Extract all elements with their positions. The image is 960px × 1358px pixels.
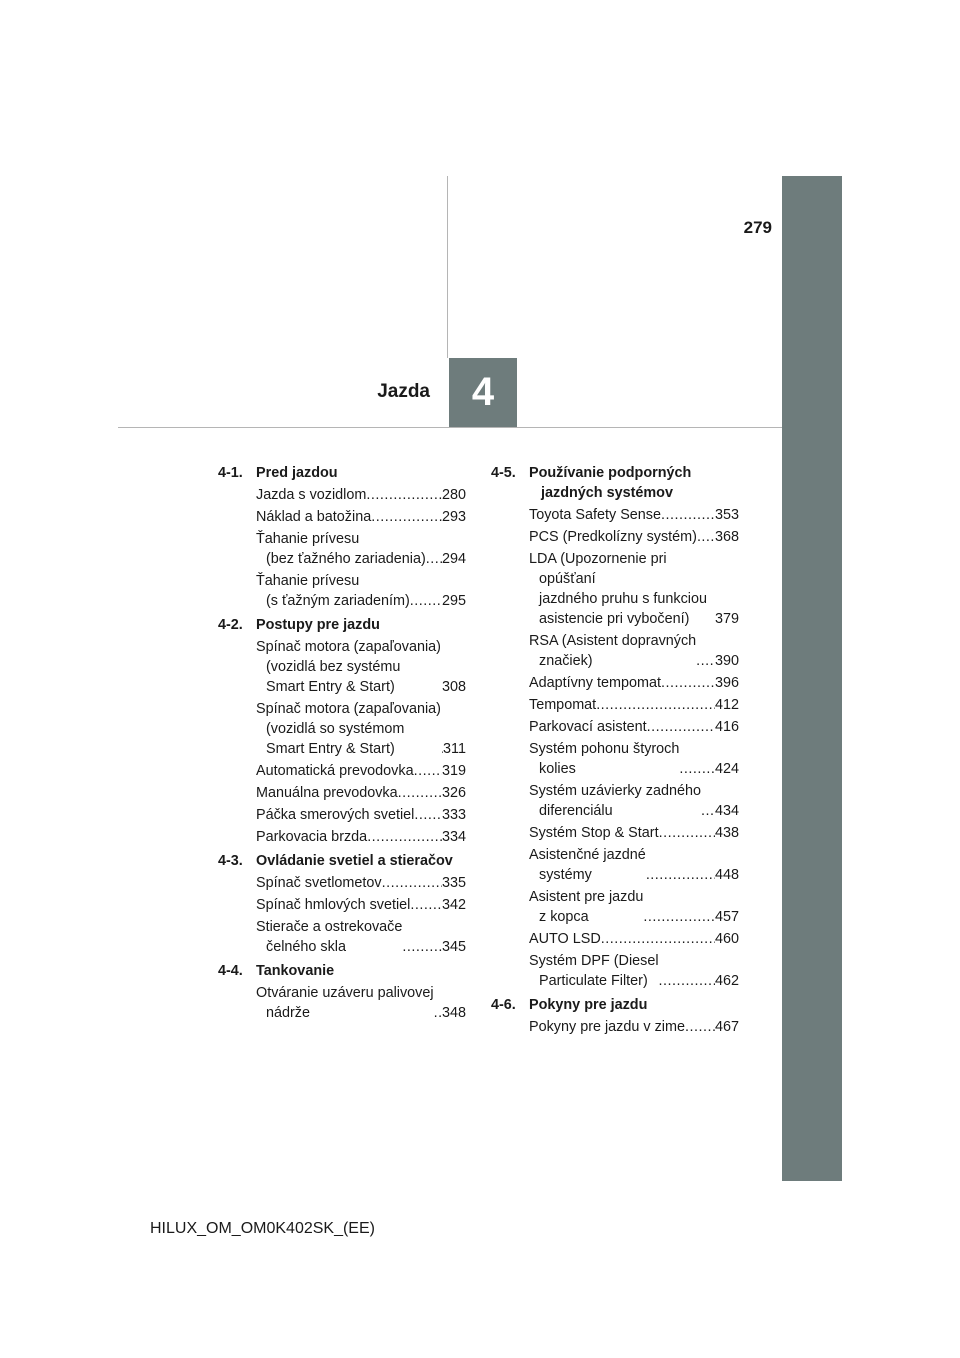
dot-leader: [697, 527, 715, 547]
toc-section-heading[interactable]: [491, 463, 739, 503]
toc-entry-title: Pokyny pre jazdu v zime: [529, 1019, 685, 1035]
toc-entry[interactable]: [529, 781, 739, 821]
toc-entry-page: 467: [714, 1019, 739, 1035]
section-title: Pokyny pre jazdu: [529, 997, 648, 1013]
toc-entry[interactable]: [529, 549, 739, 629]
toc-entry-title: PCS (Predkolízny systém): [529, 529, 697, 545]
toc-entry[interactable]: [529, 739, 739, 779]
toc-entry-title: Parkovacia brzda: [256, 829, 368, 845]
section-title: Pred jazdou: [256, 465, 338, 481]
toc-entry[interactable]: [529, 951, 739, 991]
toc-entry-page: 333: [441, 807, 466, 823]
toc-entry-title: Stierače a ostrekovače čelného skla: [256, 919, 403, 955]
toc-entry-page: 390: [714, 653, 739, 669]
toc-entry-title: Spínač motora (zapaľovania) (vozidlá so systémom Smart Entry & Start): [256, 701, 441, 757]
toc-entry-title: Parkovací asistent: [529, 719, 647, 735]
header-horizontal-rule: [118, 427, 782, 428]
toc-entry-page: 335: [441, 875, 466, 891]
toc-entry-title: Systém pohonu štyroch kolies: [529, 741, 680, 777]
toc-entry-page: 368: [714, 529, 739, 545]
dot-leader: [398, 783, 442, 803]
toc-entry-title: Systém uzávierky zadného diferenciálu: [529, 783, 701, 819]
dot-leader: [659, 971, 715, 991]
toc-entry[interactable]: [256, 783, 466, 803]
toc-section-heading[interactable]: [491, 995, 739, 1015]
toc-entry-title: Systém DPF (Diesel Particulate Filter): [529, 953, 659, 989]
section-number: 4-3.: [218, 853, 243, 869]
toc-entry-title: Asistent pre jazdu z kopca: [529, 889, 644, 925]
toc-entry-title: Asistenčné jazdné systémy: [529, 847, 646, 883]
dot-leader: [434, 1003, 442, 1023]
toc-entry[interactable]: [529, 527, 739, 547]
toc-entry[interactable]: [529, 505, 739, 525]
section-number: 4-2.: [218, 617, 243, 633]
toc-entry-page: 457: [714, 909, 739, 925]
toc-entry[interactable]: [256, 805, 466, 825]
dot-leader: [661, 673, 715, 693]
toc-entry-page: 424: [714, 761, 739, 777]
toc-entry-title: AUTO LSD: [529, 931, 601, 947]
toc-entry-page: 319: [441, 763, 466, 779]
toc-entry[interactable]: [529, 631, 739, 671]
toc-entry[interactable]: [529, 717, 739, 737]
toc-entry[interactable]: [529, 1017, 739, 1037]
dot-leader: [414, 805, 442, 825]
dot-leader: [426, 549, 442, 569]
toc-entry-page: 460: [714, 931, 739, 947]
dot-leader: [696, 651, 715, 671]
dot-leader: [685, 1017, 715, 1037]
dot-leader: [382, 873, 442, 893]
toc-entry-page: 353: [714, 507, 739, 523]
toc-entry-title: Spínač svetlometov: [256, 875, 382, 891]
toc-entry[interactable]: [256, 699, 466, 759]
toc-entry-page: 308: [441, 679, 466, 695]
dot-leader: [659, 823, 715, 843]
toc-section-heading[interactable]: [218, 961, 466, 981]
toc-entry-title: Jazda s vozidlom: [256, 487, 367, 503]
toc-entry-page: 448: [714, 867, 739, 883]
toc-entry-page: 416: [714, 719, 739, 735]
dot-leader: [661, 505, 715, 525]
toc-entry-title: Páčka smerových svetiel: [256, 807, 415, 823]
dot-leader: [414, 761, 442, 781]
toc-entry-title: Manuálna prevodovka: [256, 785, 398, 801]
toc-entry-title: Tempomat: [529, 697, 597, 713]
toc-entry-page: 462: [714, 973, 739, 989]
toc-entry-page: 311: [443, 741, 466, 757]
toc-section-heading[interactable]: [218, 463, 466, 483]
toc-entry[interactable]: [529, 673, 739, 693]
chapter-side-tab: [782, 176, 842, 1181]
section-title: Ovládanie svetiel a stieračov: [256, 853, 453, 869]
dot-leader: [371, 507, 442, 527]
toc-entry-title: Spínač hmlových svetiel: [256, 897, 411, 913]
toc-entry[interactable]: [256, 827, 466, 847]
toc-entry[interactable]: [256, 571, 466, 611]
toc-entry-page: 412: [714, 697, 739, 713]
toc-entry-page: 294: [441, 551, 466, 567]
toc-entry[interactable]: [256, 637, 466, 697]
toc-entry-page: 345: [441, 939, 466, 955]
toc-entry[interactable]: [529, 845, 739, 885]
section-number: 4-4.: [218, 963, 243, 979]
dot-leader: [410, 895, 442, 915]
toc-entry[interactable]: [256, 507, 466, 527]
toc-entry-page: 280: [441, 487, 466, 503]
toc-section-heading[interactable]: [218, 851, 466, 871]
toc-entry-title: Ťahanie prívesu (bez ťažného zariadenia): [256, 531, 426, 567]
dot-leader: [367, 827, 442, 847]
toc-column-left: [218, 459, 466, 1023]
section-title: Používanie podporných jazdných systémov: [529, 465, 692, 501]
section-number: 4-5.: [491, 465, 516, 481]
chapter-title: Jazda: [377, 381, 430, 402]
toc-entry[interactable]: [529, 887, 739, 927]
toc-entry[interactable]: [529, 695, 739, 715]
dot-leader: [701, 801, 715, 821]
chapter-number: 4: [471, 370, 495, 414]
toc-entry-page: 348: [441, 1005, 466, 1021]
dot-leader: [646, 865, 715, 885]
toc-entry-page: 342: [441, 897, 466, 913]
toc-entry-title: Otváranie uzáveru palivovej nádrže: [256, 985, 434, 1021]
toc-section-heading[interactable]: [218, 615, 466, 635]
toc-entry-title: LDA (Upozornenie pri opúšťaní jazdného pruhu s funkciou asistencie pri vybočení): [529, 551, 708, 627]
section-title: Postupy pre jazdu: [256, 617, 380, 633]
toc-entry-page: 396: [714, 675, 739, 691]
toc-entry-page: 434: [714, 803, 739, 819]
toc-entry-title: Automatická prevodovka: [256, 763, 414, 779]
toc-entry[interactable]: [256, 983, 466, 1023]
dot-leader: [679, 759, 715, 779]
dot-leader: [402, 937, 442, 957]
toc-entry-title: Náklad a batožina: [256, 509, 372, 525]
dot-leader: [647, 717, 715, 737]
toc-entry[interactable]: [256, 529, 466, 569]
dot-leader: [643, 907, 715, 927]
toc-entry[interactable]: [529, 929, 739, 949]
dot-leader: [601, 929, 715, 949]
section-number: 4-6.: [491, 997, 516, 1013]
toc-entry-page: 438: [714, 825, 739, 841]
toc-entry[interactable]: [256, 761, 466, 781]
toc-entry[interactable]: [256, 485, 466, 505]
section-title: Tankovanie: [256, 963, 335, 979]
toc-entry[interactable]: [256, 873, 466, 893]
toc-entry-title: Ťahanie prívesu (s ťažným zariadením): [256, 573, 410, 609]
toc-entry-title: Spínač motora (zapaľovania) (vozidlá bez systému Smart Entry & Start): [256, 639, 441, 695]
toc-entry-title: Toyota Safety Sense: [529, 507, 661, 523]
header-vertical-rule: [447, 176, 448, 358]
toc-entry[interactable]: [256, 895, 466, 915]
dot-leader: [366, 485, 442, 505]
toc-entry[interactable]: [529, 823, 739, 843]
section-number: 4-1.: [218, 465, 243, 481]
document-code: HILUX_OM_OM0K402SK_(EE): [150, 1220, 375, 1237]
toc-entry-page: 293: [441, 509, 466, 525]
dot-leader: [596, 695, 715, 715]
toc-entry-page: 334: [441, 829, 466, 845]
toc-entry-page: 326: [441, 785, 466, 801]
toc-entry-page: 379: [714, 611, 739, 627]
page-number: 279: [743, 218, 772, 237]
toc-entry-title: Adaptívny tempomat: [529, 675, 661, 691]
chapter-number-badge: [449, 358, 517, 427]
dot-leader: [410, 591, 442, 611]
toc-column-right: [491, 459, 739, 1037]
toc-entry[interactable]: [256, 917, 466, 957]
toc-entry-title: Systém Stop & Start: [529, 825, 659, 841]
toc-entry-title: RSA (Asistent dopravných značiek): [529, 633, 697, 669]
toc-entry-page: 295: [441, 593, 466, 609]
